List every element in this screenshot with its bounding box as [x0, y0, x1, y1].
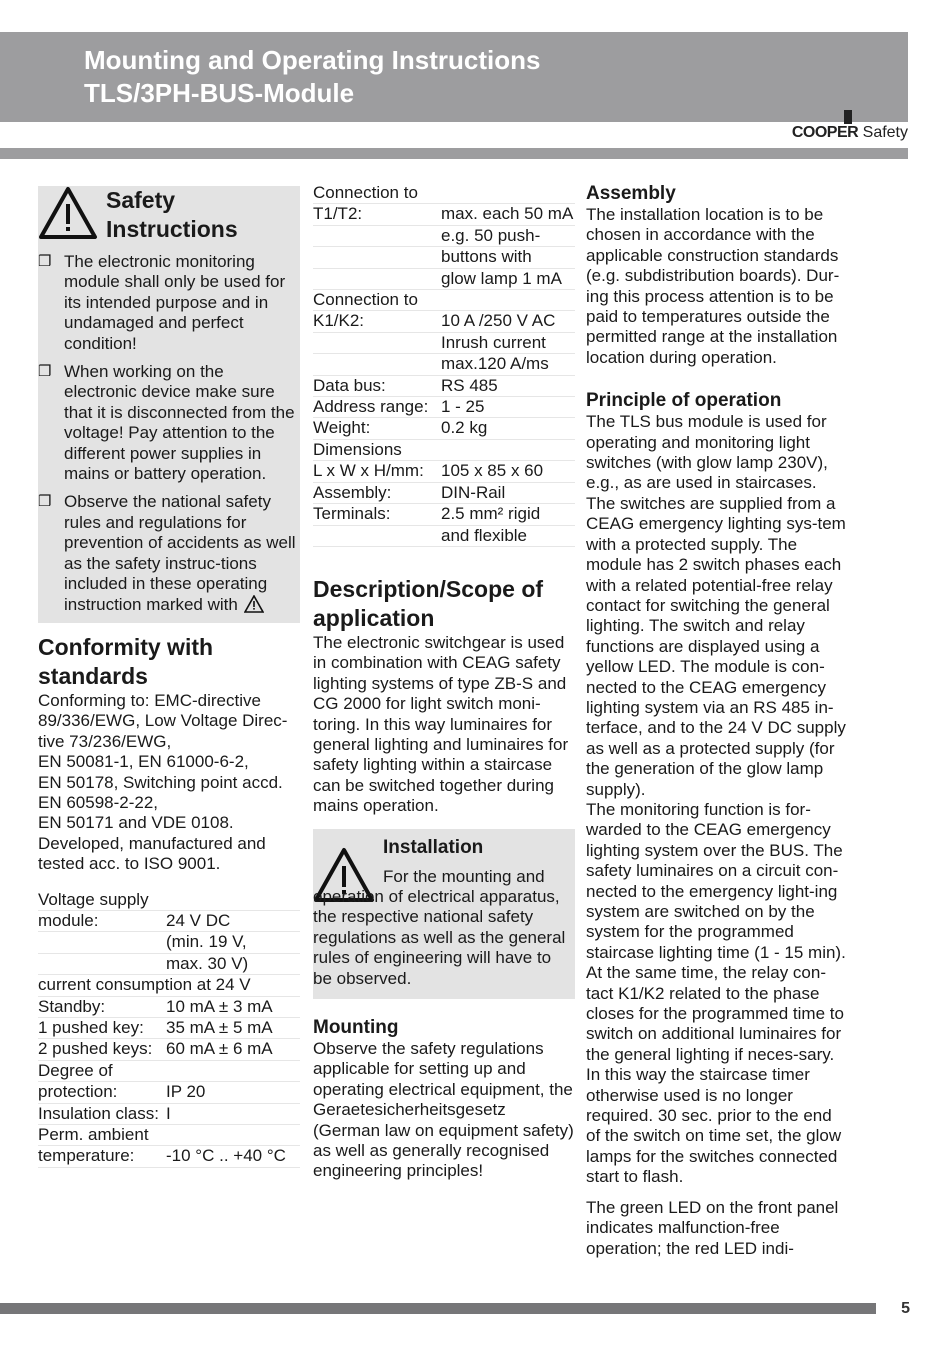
spec-row: [313, 225, 575, 246]
spec-value: 35 mA ± 5 mA: [166, 1018, 300, 1039]
safety-title-line-2: Instructions: [106, 216, 238, 242]
checkbox-bullet-icon: ❒: [38, 363, 52, 381]
spec-row: [313, 268, 575, 289]
safety-title-line-1: Safety: [106, 187, 176, 213]
spec-value: (min. 19 V,: [166, 932, 300, 953]
spec-row: [313, 183, 575, 204]
description-text: The electronic switchgear is used in combination with CEAG safety lighting systems of type ZB-S and CG 2000 for light switch moni-toring. In this way luminaires for general lighting and luminaires for safety lighting within a staircase can be switched together during mains operation.: [313, 632, 569, 816]
principle-text-2: The monitoring function is for-warded to the CEAG emergency lighting system over the BUS. The safety luminaires on a circuit con-nected to the emergency light-ing system are switched on by the system for the programmed staircase lighting time (1 - 15 min). At the same time, the relay con-tact K1/K2 related to the phase closes for the programmed time to switch on additional luminaires for the general lighting if neces-sary. In this way the staircase timer otherwise used is no longer required. 30 sec. prior to the end of the switch on time set, the glow lamps for the switches connected start to flash.: [586, 799, 846, 1187]
spec-value: 10 mA ± 3 mA: [166, 996, 300, 1017]
spec-row: [38, 932, 300, 953]
spec-value: 24 V DC: [166, 910, 300, 931]
spec-label: T1/T2:: [313, 204, 441, 225]
spec-row: [38, 1018, 300, 1039]
safety-bullet-text: The electronic monitoring module shall only be used for its intended purpose and in undamaged and perfect condition!: [64, 252, 286, 353]
conformity-line: EN 50171 and VDE 0108.: [38, 813, 234, 833]
spec-value: 10 A /250 V AC: [441, 311, 575, 332]
principle-heading: Principle of operation: [586, 390, 782, 412]
spec-table-left: [38, 890, 300, 1168]
spec-label: [313, 247, 441, 268]
spec-value: [166, 890, 300, 911]
conformity-line: tested acc. to ISO 9001.: [38, 854, 221, 874]
spec-label: Weight:: [313, 418, 441, 439]
page-title: [84, 44, 540, 110]
spec-label: 2 pushed keys:: [38, 1039, 166, 1060]
spec-table-right: [313, 183, 575, 547]
spec-label: [313, 225, 441, 246]
spec-value: RS 485: [441, 375, 575, 396]
spec-value: max.120 A/ms: [441, 354, 575, 375]
spec-row: [313, 354, 575, 375]
column-middle: [313, 183, 575, 1182]
spec-value: [166, 1125, 300, 1146]
spec-label: temperature:: [38, 1146, 166, 1167]
spec-row: [38, 1039, 300, 1060]
safety-bullet-text: When working on the electronic device make sure that it is disconnected from the voltage! Pay attention to the different power supplies in mains or battery operation.: [64, 362, 295, 484]
spec-label: L x W x H/mm:: [313, 461, 441, 482]
spec-value: -10 °C .. +40 °C: [166, 1146, 300, 1167]
spec-label: [313, 268, 441, 289]
spec-row: [313, 375, 575, 396]
spec-value: 105 x 85 x 60: [441, 461, 575, 482]
column-left: [38, 186, 300, 1168]
brand-logo: [792, 124, 908, 142]
spec-row: [313, 504, 575, 525]
spec-row: [313, 290, 575, 311]
spec-row: [313, 418, 575, 439]
spec-value: [441, 290, 575, 311]
description-heading: Description/Scope of application: [313, 575, 544, 631]
spec-row: [38, 890, 300, 911]
spec-label: Data bus:: [313, 375, 441, 396]
spec-label: [38, 932, 166, 953]
spec-value: max. 30 V): [166, 953, 300, 974]
conformity-line: EN 50081-1, EN 61000-6-2,: [38, 752, 249, 772]
spec-label: Terminals:: [313, 504, 441, 525]
divider-band: [0, 148, 908, 159]
spec-value: 0.2 kg: [441, 418, 575, 439]
assembly-heading: Assembly: [586, 183, 676, 204]
conformity-line: Developed, manufactured and: [38, 833, 266, 853]
footer-band: [0, 1303, 876, 1314]
spec-row: [313, 461, 575, 482]
safety-box: [38, 186, 300, 623]
spec-value: e.g. 50 push-: [441, 225, 575, 246]
checkbox-bullet-icon: ❒: [38, 493, 52, 511]
checkbox-bullet-icon: ❒: [38, 253, 52, 270]
conformity-heading: Conformity with standards: [38, 633, 214, 689]
spec-label: [313, 332, 441, 353]
brand-name: COOPER: [791, 124, 859, 141]
spec-label: Connection to: [313, 290, 441, 311]
warning-icon: [38, 186, 98, 240]
brand-suffix: Safety: [862, 124, 908, 141]
spec-label: Connection to: [313, 183, 441, 204]
spec-label: Degree of: [38, 1060, 166, 1081]
spec-value: IP 20: [166, 1082, 300, 1103]
spec-label: Insulation class:: [38, 1103, 166, 1124]
spec-label: current consumption at 24 V: [38, 975, 300, 996]
safety-bullet-text-content: Observe the national safety rules and regulations for prevention of accidents as well as the safety instruc-tions included in these operating instruction marked with: [64, 492, 296, 614]
spec-value: and flexible: [441, 525, 575, 546]
spec-value: Inrush current: [441, 332, 575, 353]
spec-label: Voltage supply: [38, 890, 166, 911]
spec-row: [313, 247, 575, 268]
conformity-line: 89/336/EWG, Low Voltage Direc-: [38, 711, 288, 731]
spec-value: [166, 1060, 300, 1081]
spec-value: 2.5 mm² rigid: [441, 504, 575, 525]
safety-bullet: [38, 492, 296, 614]
spec-value: glow lamp 1 mA: [441, 268, 575, 289]
spec-row: [38, 1060, 300, 1081]
title-line-1: Mounting and Operating Instructions: [84, 45, 541, 75]
spec-label: module:: [38, 910, 166, 931]
spec-row: [313, 204, 575, 225]
spec-row: [313, 482, 575, 503]
conformity-line: EN 50178, Switching point accd.: [38, 772, 283, 792]
installation-box: [313, 829, 575, 999]
installation-heading: Installation: [383, 836, 484, 858]
spec-value: [441, 183, 575, 204]
spec-row: [313, 397, 575, 418]
spec-row: [38, 910, 300, 931]
spec-value: [441, 439, 575, 460]
safety-bullet: [38, 362, 296, 484]
spec-label: Assembly:: [313, 482, 441, 503]
conformity-line: EN 60598-2-22,: [38, 792, 159, 812]
spec-row: [313, 332, 575, 353]
spec-row: [38, 975, 300, 996]
page-number: 5: [901, 1300, 910, 1317]
spec-label: [313, 525, 441, 546]
title-line-2: TLS/3PH-BUS-Module: [84, 78, 355, 108]
spec-row: [38, 1103, 300, 1124]
spec-value: DIN-Rail: [441, 482, 575, 503]
spec-row: [38, 996, 300, 1017]
safety-bullet-text: [64, 492, 296, 614]
spec-value: 60 mA ± 6 mA: [166, 1039, 300, 1060]
spec-row: [313, 439, 575, 460]
spec-label: 1 pushed key:: [38, 1018, 166, 1039]
spec-row: [313, 525, 575, 546]
spec-value: max. each 50 mA: [441, 204, 574, 224]
principle-text-1: The TLS bus module is used for operating and monitoring light switches (with glow lamp 230V), e.g., as are used in staircases. The switches are supplied from a CEAG emergency lighting sys-tem with a protected supply. The module has 2 switch phases each with a related potential-free relay contact for switching the general lighting. The switch and relay functions are displayed using a yellow LED. The module is con-nected to the CEAG emergency lighting system via an RS 485 in-terface, and to the 24 V DC supply as well as a protected supply (for the generation of the glow lamp supply).: [586, 412, 846, 799]
principle-text-3: The green LED on the front panel indicates malfunction-free operation; the red LED indi-: [586, 1197, 839, 1258]
conformity-text: [38, 691, 300, 875]
spec-label: Perm. ambient: [38, 1125, 166, 1146]
spec-label: Dimensions: [313, 439, 441, 460]
conformity-line: tive 73/236/EWG,: [38, 731, 172, 751]
assembly-text: The installation location is to be chosen in accordance with the applicable construction standards (e.g. subdistribution boards). Dur-ing this process attention is to be paid to temperatures outside the permitted range at the installation location during operation.: [586, 205, 840, 367]
spec-row: [38, 1146, 300, 1167]
conformity-line: Conforming to: EMC-directive: [38, 690, 261, 710]
spec-label: [38, 953, 166, 974]
mounting-text: Observe the safety regulations applicable for setting up and operating electrical equipment, the Geraetesicherheitsgesetz (German law on equipment safety) as well as generally recognised engineering principles!: [313, 1039, 574, 1181]
spec-row: [38, 953, 300, 974]
column-right: [586, 183, 848, 1259]
spec-row: [313, 311, 575, 332]
spec-label: Address range:: [313, 397, 441, 418]
spec-label: protection:: [38, 1082, 166, 1103]
spec-value: I: [166, 1103, 300, 1124]
spec-row: [38, 1082, 300, 1103]
mounting-heading: Mounting: [313, 1017, 399, 1038]
spec-value: 1 - 25: [441, 397, 575, 418]
spec-value: buttons with: [441, 247, 575, 268]
installation-text: For the mounting and operation of electrical apparatus, the respective national safety regulations as well as the general rules of engineering will have to be observed.: [313, 866, 566, 988]
safety-title: [106, 186, 238, 244]
spec-label: Standby:: [38, 996, 166, 1017]
inline-warning-icon: [244, 595, 264, 613]
safety-bullet: [38, 252, 296, 354]
spec-label: [313, 354, 441, 375]
spec-label: K1/K2:: [313, 311, 441, 332]
spec-row: [38, 1125, 300, 1146]
